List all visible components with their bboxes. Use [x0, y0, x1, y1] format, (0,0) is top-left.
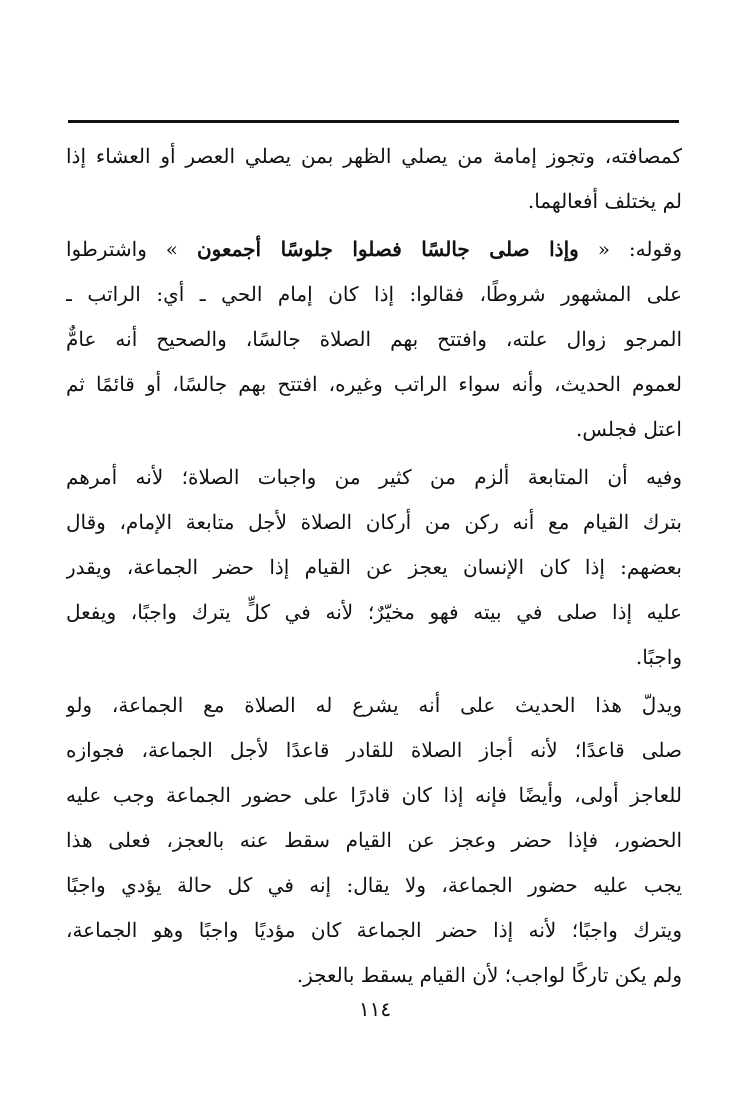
body-text: [66, 134, 682, 1001]
text-line: عليه إذا صلى في بيته فهو مخيّرٌ؛ لأنه في كلٍّ يترك واجبًا، ويفعل: [66, 600, 682, 624]
quote-prefix: وقوله: «: [578, 237, 682, 261]
text-line: لعموم الحديث، وأنه سواء الراتب وغيره، افتتح بهم جالسًا، أو قائمًا ثم: [66, 372, 682, 396]
paragraph: [66, 227, 682, 452]
text-line: وفيه أن المتابعة ألزم من كثير من واجبات الصلاة؛ لأنه أمرهم: [66, 465, 682, 489]
text-line: لم يختلف أفعالهما.: [527, 189, 682, 213]
text-line: بترك القيام مع أنه ركن من أركان الصلاة لأجل متابعة الإمام، وقال: [66, 510, 682, 534]
text-line: كمصافته، وتجوز إمامة من يصلي الظهر بمن يصلي العصر أو العشاء إذا: [66, 144, 682, 168]
text-line: المرجو زوال علته، وافتتح بهم الصلاة جالسًا، والصحيح أنه عامٌّ: [66, 327, 682, 351]
text-line: على المشهور شروطًا، فقالوا: إذا كان إمام الحي ـ أي: الراتب ـ: [66, 282, 682, 306]
text-line: صلى قاعدًا؛ لأنه أجاز الصلاة للقادر قاعدًا لأجل الجماعة، فجوازه: [66, 738, 682, 762]
text-line: بعضهم: إذا كان الإنسان يعجز عن القيام إذا حضر الجماعة، ويقدر: [66, 555, 682, 579]
text-line: للعاجز أولى، وأيضًا فإنه إذا كان قادرًا على حضور الجماعة وجب عليه: [66, 783, 682, 807]
header-rule: [68, 120, 679, 123]
paragraph: [66, 455, 682, 680]
hadith-quote: وإذا صلى جالسًا فصلوا جلوسًا أجمعون: [196, 237, 579, 261]
text-line: يجب عليه حضور الجماعة، ولا يقال: إنه في كل حالة يؤدي واجبًا: [66, 873, 682, 897]
text-line: ويترك واجبًا؛ لأنه إذا حضر الجماعة كان مؤديًا واجبًا وهو الجماعة،: [66, 918, 682, 942]
text-line: ولم يكن تاركًا لواجب؛ لأن القيام يسقط بالعجز.: [296, 963, 682, 987]
text-line: اعتل فجلس.: [576, 417, 682, 441]
page-number: ١١٤: [358, 997, 392, 1021]
text-line: الحضور، فإذا حضر وعجز عن القيام سقط عنه بالعجز، فعلى هذا: [66, 828, 682, 852]
text-line: ويدلّ هذا الحديث على أنه يشرع له الصلاة مع الجماعة، ولو: [66, 693, 682, 717]
paragraph: [66, 683, 682, 998]
text-line: [66, 227, 682, 272]
text-line: واجبًا.: [635, 645, 682, 669]
paragraph: [66, 134, 682, 224]
quote-suffix: » واشترطوا: [66, 237, 197, 261]
